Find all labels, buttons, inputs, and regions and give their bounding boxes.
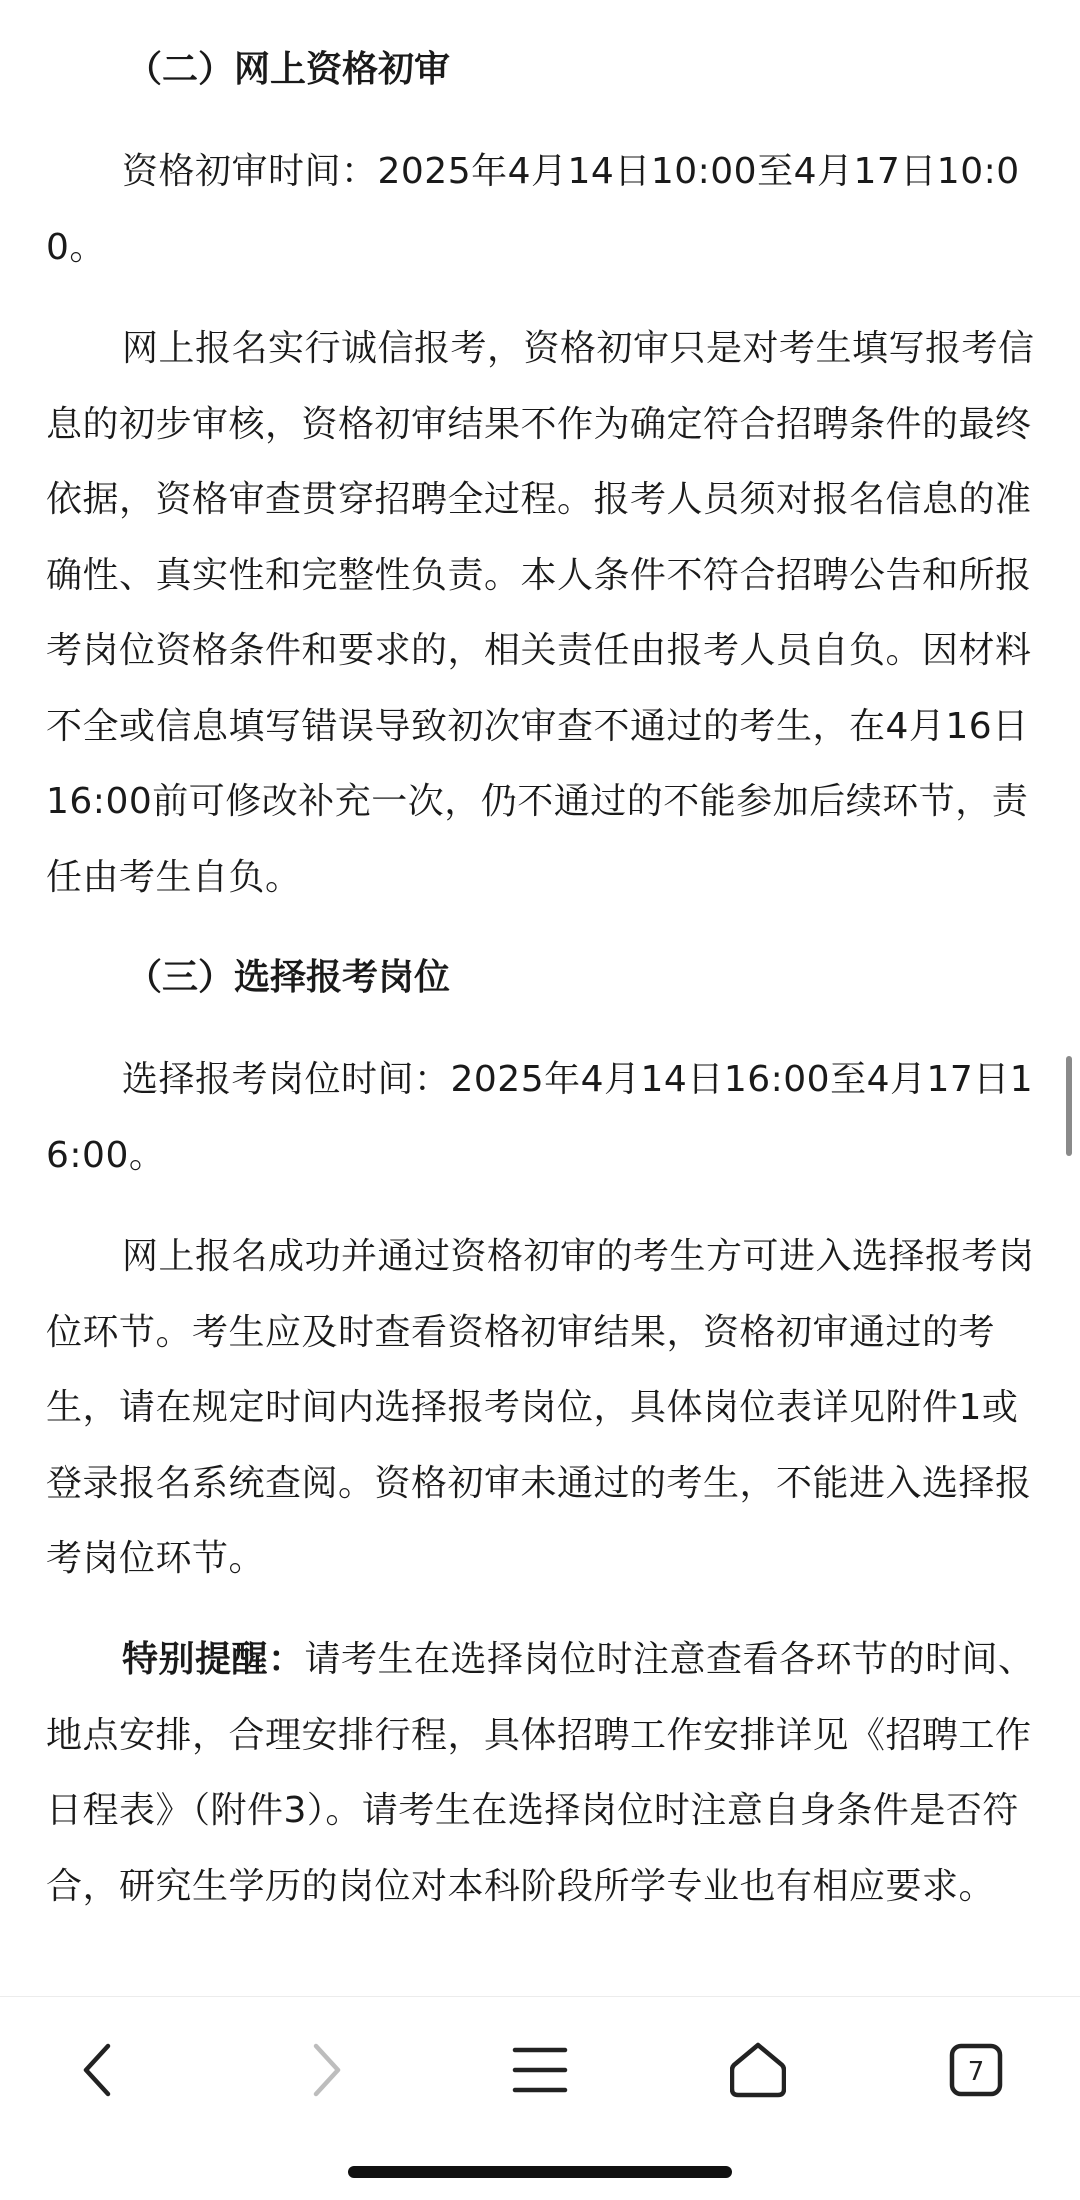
tab-count: 7 [967,2057,985,2087]
home-icon [730,2041,786,2099]
special-reminder-text: 请考生在选择岗位时注意查看各环节的时间、地点安排，合理安排行程，具体招聘工作安排详见《招聘工作日程表》（附件3）。请考生在选择岗位时注意自身条件是否符合，研究生学历的岗位对本科阶段所学专业也有相应要求。 [46,1639,1035,1907]
tabs-button[interactable] [926,2028,1026,2112]
qualification-review-time: 资格初审时间：2025年4月14日10:00至4月17日10:00。 [46,151,1020,268]
back-button[interactable] [48,2028,148,2112]
home-button[interactable] [708,2028,808,2112]
special-reminder [46,1622,1036,1924]
tabs-icon [948,2042,1004,2098]
choose-position-body: 网上报名成功并通过资格初审的考生方可进入选择报考岗位环节。考生应及时查看资格初审结果，资格初审通过的考生，请在规定时间内选择报考岗位，具体岗位表详见附件1或登录报名系统查阅。资格初审未通过的考生，不能进入选择报考岗位环节。 [46,1236,1035,1579]
special-reminder-label: 特别提醒： [122,1639,305,1680]
home-indicator-bar[interactable] [348,2166,732,2178]
menu-button[interactable] [490,2028,590,2112]
qualification-review-body: 网上报名实行诚信报考，资格初审只是对考生填写报考信息的初步审核，资格初审结果不作为确定符合招聘条件的最终依据，资格审查贯穿招聘全过程。报考人员须对报名信息的准确性、真实性和完整性负责。本人条件不符合招聘公告和所报考岗位资格条件和要求的，相关责任由报考人员自负。因材料不全或信息填写错误导致初次审查不通过的考生，在4月16日16:00前可修改补充一次，仍不通过的不能参加后续环节，责任由考生自负。 [46,328,1035,898]
section-heading-qualification-review: （二）网上资格初审 [126,49,451,90]
forward-button[interactable] [276,2028,376,2112]
section-heading-choose-position: （三）选择报考岗位 [126,957,451,998]
choose-position-time: 选择报考岗位时间：2025年4月14日16:00至4月17日16:00。 [46,1059,1034,1176]
scroll-indicator[interactable] [1066,1056,1072,1156]
chevron-right-icon [306,2040,346,2100]
hamburger-menu-icon [512,2045,568,2095]
chevron-left-icon [78,2040,118,2100]
